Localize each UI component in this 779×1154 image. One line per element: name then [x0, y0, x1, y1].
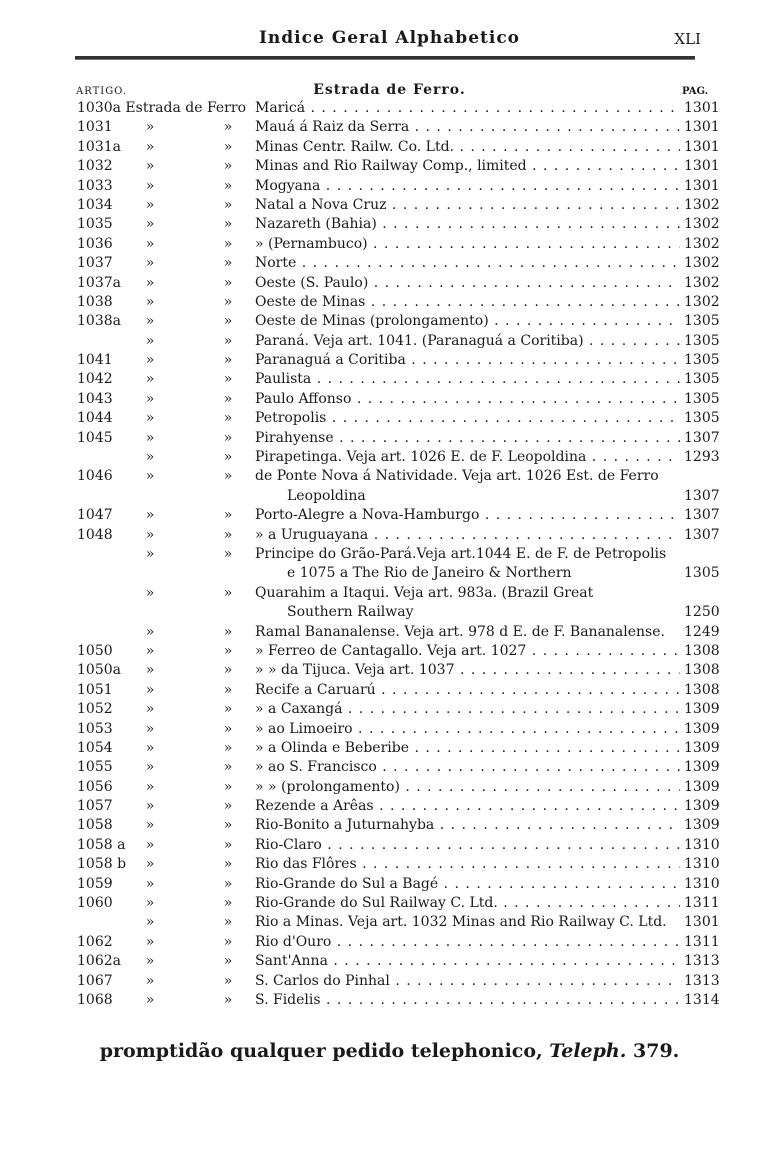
- entry-title: Natal a Nova Cruz . . .: [255, 196, 680, 215]
- entry-ditto-1: »: [145, 390, 155, 407]
- entry-ditto-1: »: [145, 449, 155, 466]
- entry-ditto-2: »: [223, 584, 233, 601]
- entry-ditto-1: »: [145, 429, 155, 446]
- index-entry: [0, 487, 779, 506]
- entry-title: Rio das Flôres . . .: [255, 855, 680, 874]
- entry-page: 1307: [684, 526, 720, 543]
- entry-title: Rio-Grande do Sul a Bagé . . .: [255, 875, 680, 894]
- entry-ditto-2: »: [223, 933, 233, 950]
- entry-ditto-2: »: [223, 449, 233, 466]
- entry-ditto-2: »: [223, 293, 233, 310]
- entry-ditto-1: »: [145, 313, 155, 330]
- entry-ditto-2: »: [223, 662, 233, 679]
- entry-title: » ao S. Francisco . . .: [255, 758, 680, 777]
- entry-artigo: 1042: [77, 371, 113, 388]
- entry-page: 1305: [684, 313, 720, 330]
- entry-title: » a Uruguayana . . .: [255, 526, 680, 545]
- entry-title: Principe do Grão-Pará.Veja art.1044 E. de F. de Petropolis: [255, 545, 667, 562]
- index-entry: [0, 816, 779, 835]
- entry-ditto-2: »: [223, 507, 233, 524]
- page-number: XLI: [674, 30, 701, 48]
- entry-ditto-1: »: [145, 623, 155, 640]
- entry-artigo: 1035: [77, 216, 113, 233]
- entry-ditto-1: »: [145, 507, 155, 524]
- entry-page: 1302: [684, 196, 720, 213]
- entry-title: Southern Railway: [287, 604, 414, 621]
- entry-ditto-2: »: [223, 196, 233, 213]
- entry-title: Leopoldina: [287, 487, 366, 504]
- entry-ditto-2: »: [223, 429, 233, 446]
- entry-ditto-1: »: [145, 158, 155, 175]
- entry-ditto-2: »: [223, 119, 233, 136]
- entry-artigo: 1033: [77, 177, 113, 194]
- index-entry: [0, 720, 779, 739]
- entry-ditto-1: »: [145, 545, 155, 562]
- entry-ditto-2: »: [223, 274, 233, 291]
- entry-artigo: 1059: [77, 875, 113, 892]
- entry-ditto-2: »: [223, 953, 233, 970]
- entry-artigo: 1050: [77, 642, 113, 659]
- footer-text: promptidão qualquer pedido telephonico,: [99, 1040, 543, 1062]
- entry-ditto-1: »: [145, 352, 155, 369]
- entry-ditto-1: »: [145, 468, 155, 485]
- entry-ditto-2: »: [223, 778, 233, 795]
- index-entry: [0, 991, 779, 1010]
- entry-title: Rio-Bonito a Juturnahyba . . .: [255, 816, 680, 835]
- entry-page: 1301: [684, 119, 720, 136]
- entry-title: Petropolis . . .: [255, 409, 680, 428]
- entry-artigo: 1038a: [77, 313, 121, 330]
- entry-page: 1301: [684, 100, 720, 116]
- section-heading: Estrada de Ferro.: [313, 82, 466, 98]
- entry-ditto-1: »: [145, 817, 155, 834]
- entry-artigo: 1055: [77, 759, 113, 776]
- entry-page: 1308: [684, 662, 720, 679]
- entry-ditto-1: »: [145, 759, 155, 776]
- entry-artigo: 1068: [77, 991, 113, 1008]
- entry-artigo: 1036: [77, 235, 113, 252]
- entry-ditto-2: »: [223, 817, 233, 834]
- entry-ditto-2: »: [223, 798, 233, 815]
- entry-ditto-2: »: [223, 390, 233, 407]
- index-entry: [0, 138, 779, 157]
- entry-artigo: 1030a Estrada de Ferro: [77, 100, 246, 116]
- index-entry: [0, 739, 779, 758]
- entry-ditto-1: »: [145, 739, 155, 756]
- index-entry: [0, 623, 779, 642]
- column-artigo: ARTIGO.: [76, 86, 127, 97]
- index-entry: [0, 409, 779, 428]
- entry-page: 1310: [684, 836, 720, 853]
- index-entry: [0, 332, 779, 351]
- entry-title: Norte . . .: [255, 254, 680, 273]
- entry-ditto-2: »: [223, 332, 233, 349]
- entry-artigo: 1046: [77, 468, 113, 485]
- entry-artigo: 1047: [77, 507, 113, 524]
- entry-page: 1305: [684, 565, 720, 582]
- entry-artigo: 1038: [77, 293, 113, 310]
- entry-ditto-1: »: [145, 526, 155, 543]
- entry-page: 1308: [684, 642, 720, 659]
- column-pag: PAG.: [682, 86, 709, 97]
- entry-artigo: 1058 b: [77, 856, 127, 873]
- entry-ditto-1: »: [145, 720, 155, 737]
- entry-page: 1307: [684, 429, 720, 446]
- running-title: Indice Geral Alphabetico: [258, 28, 521, 48]
- index-entry: [0, 235, 779, 254]
- entry-title: » » (prolongamento) . . .: [255, 778, 680, 797]
- entry-ditto-1: »: [145, 642, 155, 659]
- entry-title: Rio a Minas. Veja art. 1032 Minas and Rio Railway C. Ltd.: [255, 914, 667, 931]
- header-rule: [75, 56, 695, 60]
- entry-ditto-2: »: [223, 972, 233, 989]
- entry-ditto-2: »: [223, 255, 233, 272]
- entry-title: S. Fidelis . . .: [255, 991, 680, 1010]
- entry-title: » a Olinda e Beberibe . . .: [255, 739, 680, 758]
- index-entry: [0, 254, 779, 273]
- entry-page: 1302: [684, 255, 720, 272]
- index-entry: [0, 99, 779, 118]
- index-entry: [0, 855, 779, 874]
- entry-title: Rezende a Arêas . . .: [255, 797, 680, 816]
- index-entry: [0, 933, 779, 952]
- running-head: [0, 28, 779, 52]
- footer-number: 379.: [633, 1040, 680, 1062]
- footer-advert: [0, 1040, 779, 1062]
- entry-title: Minas and Rio Railway Comp., limited . . .: [255, 157, 680, 176]
- entry-ditto-1: »: [145, 177, 155, 194]
- entry-ditto-1: »: [145, 972, 155, 989]
- entry-artigo: 1054: [77, 739, 113, 756]
- entry-ditto-2: »: [223, 158, 233, 175]
- entry-ditto-1: »: [145, 410, 155, 427]
- entry-ditto-2: »: [223, 914, 233, 931]
- entry-ditto-2: »: [223, 235, 233, 252]
- index-entry: [0, 972, 779, 991]
- entry-artigo: 1031a: [77, 138, 121, 155]
- index-entry: [0, 467, 779, 486]
- entry-page: 1309: [684, 817, 720, 834]
- entry-ditto-2: »: [223, 991, 233, 1008]
- entry-ditto-2: »: [223, 138, 233, 155]
- index-entries: [0, 99, 779, 1010]
- entry-artigo: 1050a: [77, 662, 121, 679]
- entry-ditto-1: »: [145, 138, 155, 155]
- entry-page: 1311: [684, 895, 720, 912]
- entry-artigo: 1051: [77, 681, 113, 698]
- entry-ditto-2: »: [223, 856, 233, 873]
- index-entry: [0, 526, 779, 545]
- index-entry: [0, 836, 779, 855]
- entry-ditto-1: »: [145, 875, 155, 892]
- column-headers: [0, 82, 779, 100]
- entry-ditto-1: »: [145, 681, 155, 698]
- entry-page: 1314: [684, 991, 720, 1008]
- entry-page: 1313: [684, 953, 720, 970]
- entry-title: Oeste de Minas . . .: [255, 293, 680, 312]
- index-entry: [0, 118, 779, 137]
- entry-title: Mauá á Raiz da Serra . . .: [255, 118, 680, 137]
- footer-teleph: Teleph.: [549, 1040, 627, 1062]
- entry-ditto-2: »: [223, 410, 233, 427]
- index-entry: [0, 274, 779, 293]
- entry-title: Paraná. Veja art. 1041. (Paranaguá a Coritiba) . . .: [255, 332, 680, 351]
- index-entry: [0, 642, 779, 661]
- entry-title: » ao Limoeiro . . .: [255, 720, 680, 739]
- index-entry: [0, 429, 779, 448]
- entry-artigo: 1048: [77, 526, 113, 543]
- index-entry: [0, 215, 779, 234]
- index-entry: [0, 797, 779, 816]
- entry-page: 1310: [684, 875, 720, 892]
- entry-ditto-2: »: [223, 642, 233, 659]
- entry-page: 1307: [684, 487, 720, 504]
- entry-page: 1293: [684, 449, 720, 466]
- entry-title: Paulo Affonso . . .: [255, 390, 680, 409]
- entry-ditto-2: »: [223, 759, 233, 776]
- entry-ditto-2: »: [223, 545, 233, 562]
- entry-title: de Ponte Nova á Natividade. Veja art. 1026 Est. de Ferro: [255, 468, 659, 485]
- entry-page: 1305: [684, 390, 720, 407]
- entry-title: Rio-Claro . . .: [255, 836, 680, 855]
- entry-artigo: 1037: [77, 255, 113, 272]
- entry-page: 1307: [684, 507, 720, 524]
- entry-page: 1309: [684, 778, 720, 795]
- entry-artigo: 1062: [77, 933, 113, 950]
- entry-artigo: 1062a: [77, 953, 121, 970]
- entry-ditto-2: »: [223, 681, 233, 698]
- entry-title: » » da Tijuca. Veja art. 1037 . . .: [255, 661, 680, 680]
- entry-ditto-1: »: [145, 895, 155, 912]
- index-entry: [0, 758, 779, 777]
- entry-ditto-1: »: [145, 778, 155, 795]
- entry-ditto-1: »: [145, 196, 155, 213]
- entry-ditto-1: »: [145, 332, 155, 349]
- entry-title: » a Caxangá . . .: [255, 700, 680, 719]
- entry-page: 1305: [684, 410, 720, 427]
- entry-artigo: 1058 a: [77, 836, 126, 853]
- entry-title: S. Carlos do Pinhal . . .: [255, 972, 680, 991]
- entry-ditto-1: »: [145, 371, 155, 388]
- entry-page: 1301: [684, 158, 720, 175]
- entry-ditto-2: »: [223, 371, 233, 388]
- entry-page: 1305: [684, 352, 720, 369]
- entry-page: 1301: [684, 914, 720, 931]
- index-entry: [0, 603, 779, 622]
- index-entry: [0, 894, 779, 913]
- entry-ditto-1: »: [145, 836, 155, 853]
- entry-ditto-1: »: [145, 662, 155, 679]
- index-entry: [0, 952, 779, 971]
- entry-ditto-1: »: [145, 856, 155, 873]
- entry-artigo: 1057: [77, 798, 113, 815]
- entry-artigo: 1032: [77, 158, 113, 175]
- index-entry: [0, 390, 779, 409]
- entry-artigo: 1041: [77, 352, 113, 369]
- entry-title: Oeste de Minas (prolongamento) . . .: [255, 312, 680, 331]
- entry-page: 1309: [684, 720, 720, 737]
- entry-ditto-2: »: [223, 836, 233, 853]
- entry-title: Paranaguá a Coritiba . . .: [255, 351, 680, 370]
- entry-title: Mogyana . . .: [255, 177, 680, 196]
- entry-page: 1301: [684, 138, 720, 155]
- entry-ditto-1: »: [145, 914, 155, 931]
- index-entry: [0, 584, 779, 603]
- entry-page: 1249: [684, 623, 720, 640]
- entry-page: 1250: [684, 604, 720, 621]
- entry-ditto-2: »: [223, 468, 233, 485]
- index-entry: [0, 506, 779, 525]
- index-entry: [0, 196, 779, 215]
- index-entry: [0, 312, 779, 331]
- entry-ditto-1: »: [145, 798, 155, 815]
- entry-title: Oeste (S. Paulo) . . .: [255, 274, 680, 293]
- entry-ditto-2: »: [223, 895, 233, 912]
- index-entry: [0, 448, 779, 467]
- entry-ditto-1: »: [145, 933, 155, 950]
- entry-artigo: 1045: [77, 429, 113, 446]
- entry-artigo: 1031: [77, 119, 113, 136]
- entry-ditto-2: »: [223, 526, 233, 543]
- entry-ditto-1: »: [145, 991, 155, 1008]
- entry-ditto-1: »: [145, 235, 155, 252]
- entry-page: 1309: [684, 701, 720, 718]
- entry-page: 1308: [684, 681, 720, 698]
- index-entry: [0, 700, 779, 719]
- entry-ditto-1: »: [145, 274, 155, 291]
- entry-title: Quarahim a Itaqui. Veja art. 983a. (Brazil Great: [255, 584, 594, 601]
- entry-title: Rio-Grande do Sul Railway C. Ltd. . . .: [255, 894, 680, 913]
- entry-ditto-2: »: [223, 352, 233, 369]
- index-entry: [0, 778, 779, 797]
- entry-ditto-1: »: [145, 953, 155, 970]
- entry-artigo: 1037a: [77, 274, 121, 291]
- entry-page: 1305: [684, 332, 720, 349]
- index-entry: [0, 177, 779, 196]
- entry-artigo: 1056: [77, 778, 113, 795]
- index-entry: [0, 661, 779, 680]
- entry-artigo: 1053: [77, 720, 113, 737]
- entry-ditto-2: »: [223, 739, 233, 756]
- entry-ditto-2: »: [223, 720, 233, 737]
- entry-ditto-2: »: [223, 216, 233, 233]
- entry-page: 1313: [684, 972, 720, 989]
- entry-artigo: 1058: [77, 817, 113, 834]
- index-entry: [0, 370, 779, 389]
- entry-ditto-1: »: [145, 119, 155, 136]
- index-entry: [0, 564, 779, 583]
- entry-title: Sant'Anna . . .: [255, 952, 680, 971]
- entry-title: Minas Centr. Railw. Co. Ltd. . . .: [255, 138, 680, 157]
- entry-ditto-2: »: [223, 875, 233, 892]
- entry-title: » Ferreo de Cantagallo. Veja art. 1027 . . .: [255, 642, 680, 661]
- entry-ditto-2: »: [223, 177, 233, 194]
- entry-title: Rio d'Ouro . . .: [255, 933, 680, 952]
- entry-title: Pirapetinga. Veja art. 1026 E. de F. Leopoldina . . .: [255, 448, 680, 467]
- entry-title: » (Pernambuco) . . .: [255, 235, 680, 254]
- index-entry: [0, 545, 779, 564]
- entry-title: Recife a Caruarú . . .: [255, 681, 680, 700]
- index-entry: [0, 913, 779, 932]
- entry-page: 1302: [684, 235, 720, 252]
- entry-artigo: 1052: [77, 701, 113, 718]
- entry-title: Maricá . . .: [255, 99, 680, 118]
- entry-page: 1309: [684, 739, 720, 756]
- entry-title: Porto-Alegre a Nova-Hamburgo . . .: [255, 506, 680, 525]
- entry-ditto-1: »: [145, 293, 155, 310]
- entry-title: Ramal Bananalense. Veja art. 978 d E. de F. Bananalense.: [255, 623, 665, 640]
- entry-title: Paulista . . .: [255, 370, 680, 389]
- entry-page: 1302: [684, 216, 720, 233]
- entry-artigo: 1067: [77, 972, 113, 989]
- entry-title: Nazareth (Bahia) . . .: [255, 215, 680, 234]
- entry-artigo: 1043: [77, 390, 113, 407]
- entry-artigo: 1034: [77, 196, 113, 213]
- entry-ditto-2: »: [223, 623, 233, 640]
- entry-page: 1309: [684, 798, 720, 815]
- entry-artigo: 1060: [77, 895, 113, 912]
- entry-page: 1301: [684, 177, 720, 194]
- index-entry: [0, 157, 779, 176]
- entry-page: 1309: [684, 759, 720, 776]
- index-entry: [0, 351, 779, 370]
- entry-ditto-1: »: [145, 255, 155, 272]
- entry-title: e 1075 a The Rio de Janeiro & Northern: [287, 565, 572, 582]
- entry-ditto-1: »: [145, 216, 155, 233]
- entry-page: 1311: [684, 933, 720, 950]
- index-entry: [0, 293, 779, 312]
- index-entry: [0, 875, 779, 894]
- entry-ditto-2: »: [223, 701, 233, 718]
- entry-ditto-1: »: [145, 584, 155, 601]
- entry-page: 1305: [684, 371, 720, 388]
- entry-ditto-2: »: [223, 313, 233, 330]
- entry-artigo: 1044: [77, 410, 113, 427]
- entry-page: 1302: [684, 274, 720, 291]
- entry-page: 1302: [684, 293, 720, 310]
- entry-title: Pirahyense . . .: [255, 429, 680, 448]
- entry-page: 1310: [684, 856, 720, 873]
- index-entry: [0, 681, 779, 700]
- entry-ditto-1: »: [145, 701, 155, 718]
